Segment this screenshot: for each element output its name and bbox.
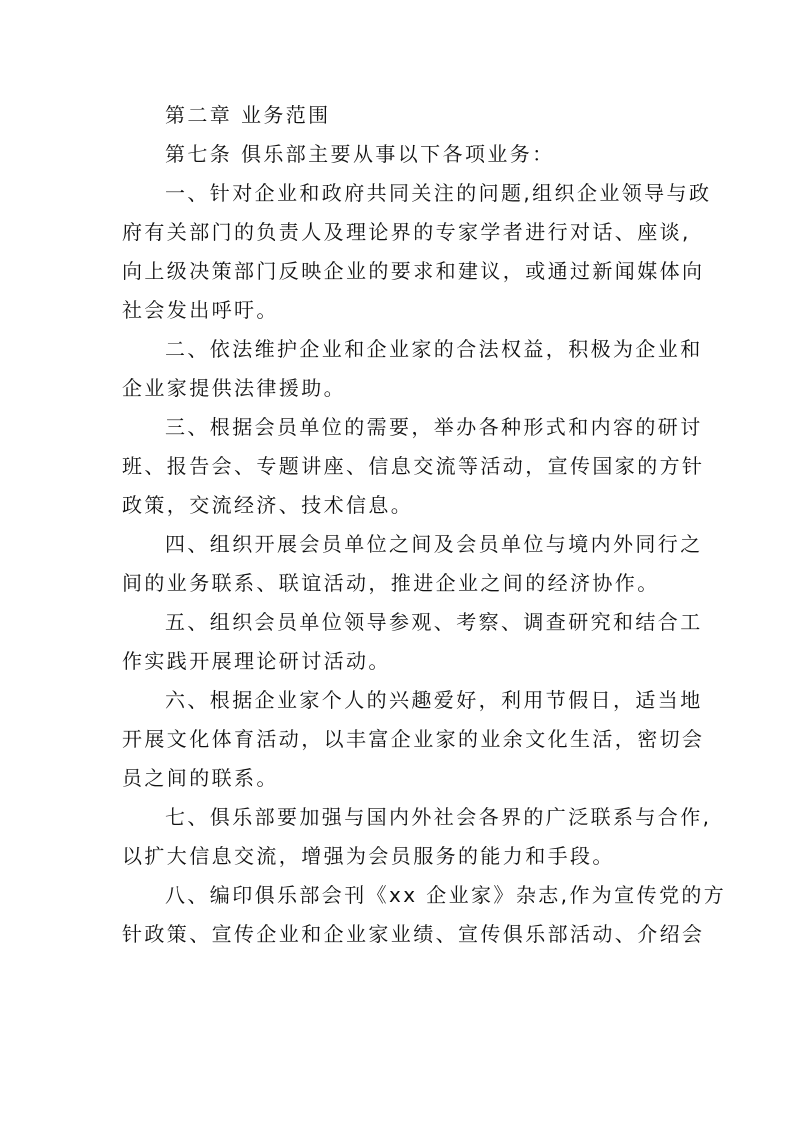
paragraph-line: 六、根据企业家个人的兴趣爱好，利用节假日，适当地 [165,688,703,712]
list-item [122,798,712,876]
paragraph-line: 间的业务联系、联谊活动，推进企业之间的经济协作。 [122,571,660,595]
paragraph-line: 三、根据会员单位的需要，举办各种形式和内容的研讨 [165,415,703,439]
paragraph-line: 八、编印俱乐部会刊《xx 企业家》杂志,作为宣传党的方 [165,883,727,907]
list-item [122,603,703,681]
list-item [122,681,705,798]
paragraph-line: 企业家提供法律援助。 [122,376,346,400]
document-body [122,96,727,954]
article-title: 第七条 俱乐部主要从事以下各项业务： [165,142,555,166]
paragraph-line: 五、组织会员单位领导参观、考察、调查研究和结合工 [165,610,703,634]
list-item [122,408,705,525]
paragraph-line: 四、组织开展会员单位之间及会员单位与境内外同行之 [165,532,703,556]
list-item [122,525,703,603]
paragraph-line: 二、依法维护企业和企业家的合法权益，积极为企业和 [165,337,703,361]
paragraph-line: 班、报告会、专题讲座、信息交流等活动，宣传国家的方针 [122,454,705,478]
paragraph-line: 一、针对企业和政府共同关注的问题,组织企业领导与政 [165,181,712,205]
list-item [122,174,712,330]
paragraph-line: 开展文化体育活动，以丰富企业家的业余文化生活，密切会 [122,727,705,751]
list-item [122,876,727,954]
paragraph-line: 员之间的联系。 [122,766,279,790]
paragraph-line: 作实践开展理论研讨活动。 [122,649,391,673]
paragraph-line: 以扩大信息交流，增强为会员服务的能力和手段。 [122,844,615,868]
chapter-heading: 第二章 业务范围 [165,103,331,127]
paragraph-line: 七、俱乐部要加强与国内外社会各界的广泛联系与合作, [165,805,712,829]
paragraph-line: 府有关部门的负责人及理论界的专家学者进行对话、座谈, [122,220,691,244]
paragraph-line: 政策，交流经济、技术信息。 [122,493,414,517]
paragraph-line: 针政策、宣传企业和企业家业绩、宣传俱乐部活动、介绍会 [122,922,705,946]
paragraph-line: 社会发出呼吁。 [122,298,279,322]
paragraph-line: 向上级决策部门反映企业的要求和建议，或通过新闻媒体向 [122,259,705,283]
list-item [122,330,703,408]
